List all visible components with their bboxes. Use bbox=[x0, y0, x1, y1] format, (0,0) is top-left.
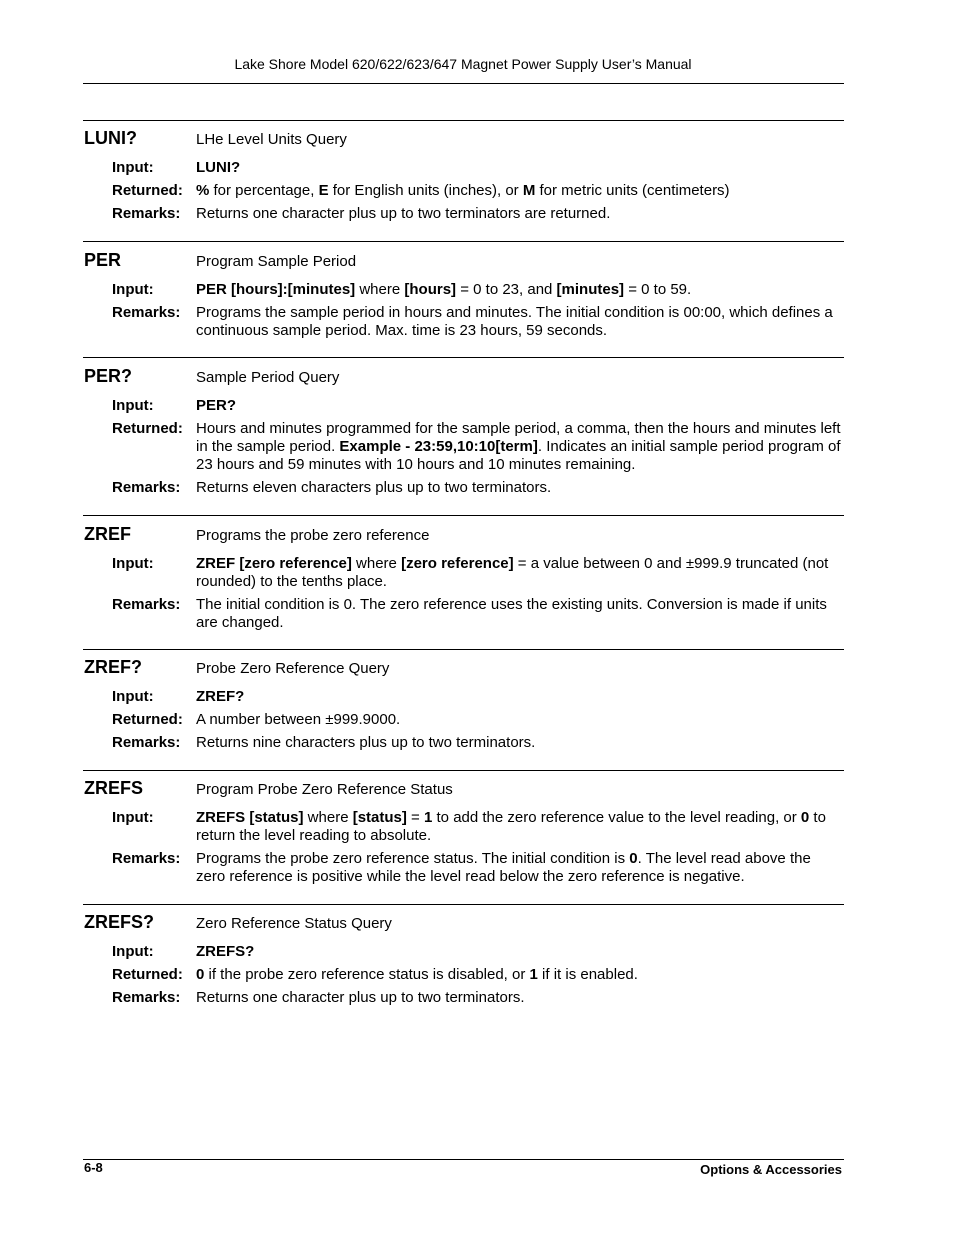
bold-text: ZREF? bbox=[196, 688, 245, 705]
returned-label: Returned: bbox=[112, 966, 183, 983]
command-name: ZREFS bbox=[84, 778, 144, 798]
text-run: Returns one character plus up to two terminators. bbox=[196, 989, 525, 1006]
command-name: PER? bbox=[84, 366, 133, 386]
remarks-value bbox=[196, 989, 844, 1007]
command-title: Program Sample Period bbox=[196, 253, 357, 270]
text-run: Hours and minutes programmed for the sample period, a comma, then the hours and minutes left in the sample period. bbox=[196, 420, 841, 455]
input-label: Input: bbox=[112, 555, 154, 572]
remarks-field bbox=[83, 304, 844, 340]
text-run: . Indicates an initial sample period program of 23 hours and 59 minutes with 10 hours and 10 minutes remaining. bbox=[196, 438, 841, 473]
input-field bbox=[83, 397, 844, 415]
text-run: where bbox=[351, 555, 402, 572]
text-run: The initial condition is 0. The zero reference uses the existing units. Conversion is made if units are changed. bbox=[196, 596, 827, 631]
command-block-zref-query bbox=[83, 657, 844, 752]
input-value bbox=[196, 397, 844, 415]
text-run: Returns nine characters plus up to two terminators. bbox=[196, 734, 536, 751]
bold-text: [zero reference] bbox=[401, 555, 514, 572]
text-run: for English units (inches), or bbox=[328, 182, 523, 199]
input-label: Input: bbox=[112, 281, 154, 298]
section-divider bbox=[83, 770, 844, 771]
remarks-label: Remarks: bbox=[112, 304, 181, 321]
text-run: = a value between 0 and ±999.9 truncated (not rounded) to the tenths place. bbox=[196, 555, 829, 590]
remarks-field bbox=[83, 205, 844, 223]
text-run: to return the level reading to absolute. bbox=[196, 809, 826, 844]
input-field bbox=[83, 281, 844, 299]
text-run: to add the zero reference value to the level reading, or bbox=[432, 809, 801, 826]
header-title: Lake Shore Model 620/622/623/647 Magnet Power Supply User’s Manual bbox=[234, 56, 692, 72]
command-title: Probe Zero Reference Query bbox=[196, 660, 390, 677]
text-run: where bbox=[303, 809, 353, 826]
bold-text: PER? bbox=[196, 397, 237, 414]
input-field bbox=[83, 688, 844, 706]
command-block-zref bbox=[83, 524, 844, 632]
bold-text: 0 bbox=[629, 850, 638, 867]
section-divider bbox=[83, 515, 844, 516]
bold-text: [minutes] bbox=[556, 281, 625, 298]
remarks-field bbox=[83, 850, 844, 886]
input-label: Input: bbox=[112, 809, 154, 826]
returned-value bbox=[196, 182, 844, 200]
returned-label: Returned: bbox=[112, 711, 183, 728]
text-run: A number between ±999.9000. bbox=[196, 711, 401, 728]
remarks-field bbox=[83, 734, 844, 752]
remarks-field bbox=[83, 596, 844, 632]
returned-field bbox=[83, 182, 844, 200]
text-run: Programs the probe zero reference status. The initial condition is bbox=[196, 850, 630, 867]
input-label: Input: bbox=[112, 397, 154, 414]
text-run: if the probe zero reference status is disabled, or bbox=[204, 966, 530, 983]
command-block-per-query bbox=[83, 366, 844, 497]
command-block-zrefs bbox=[83, 778, 844, 886]
remarks-value bbox=[196, 734, 844, 752]
bold-text: E bbox=[318, 182, 329, 199]
command-block-per bbox=[83, 250, 844, 340]
input-value bbox=[196, 555, 844, 591]
input-value bbox=[196, 159, 844, 177]
remarks-label: Remarks: bbox=[112, 479, 181, 496]
text-run: for percentage, bbox=[209, 182, 319, 199]
remarks-field bbox=[83, 479, 844, 497]
returned-label: Returned: bbox=[112, 182, 183, 199]
footer-section-title: Options & Accessories bbox=[700, 1162, 842, 1177]
returned-field bbox=[83, 420, 844, 474]
header-rule bbox=[83, 83, 844, 84]
bold-text: M bbox=[522, 182, 536, 199]
remarks-value bbox=[196, 479, 844, 497]
bold-text: LUNI? bbox=[196, 159, 241, 176]
input-value bbox=[196, 809, 844, 845]
returned-value bbox=[196, 711, 844, 729]
bold-text: 1 bbox=[424, 809, 433, 826]
command-title: Programs the probe zero reference bbox=[196, 527, 430, 544]
command-block-luni-query bbox=[83, 128, 844, 223]
returned-value bbox=[196, 420, 844, 474]
page-number: 6-8 bbox=[84, 1160, 103, 1175]
text-run: = bbox=[406, 809, 424, 826]
section-divider bbox=[83, 120, 844, 121]
text-run: . The level read above the zero reference is positive while the level read below the zero reference is negative. bbox=[196, 850, 811, 885]
bold-text: 0 bbox=[196, 966, 205, 983]
command-title: Zero Reference Status Query bbox=[196, 915, 392, 932]
remarks-label: Remarks: bbox=[112, 596, 181, 613]
text-run: Programs the sample period in hours and minutes. The initial condition is 00:00, which defines a continuous sample period. Max. time is 23 hours, 59 seconds. bbox=[196, 304, 833, 339]
bold-text: PER [hours]:[minutes] bbox=[196, 281, 356, 298]
remarks-value bbox=[196, 596, 844, 632]
remarks-value bbox=[196, 850, 844, 886]
remarks-value bbox=[196, 205, 844, 223]
returned-value bbox=[196, 966, 844, 984]
section-divider bbox=[83, 649, 844, 650]
text-run: if it is enabled. bbox=[537, 966, 638, 983]
bold-text: ZREFS [status] bbox=[196, 809, 304, 826]
command-name: ZREF? bbox=[84, 657, 142, 677]
input-field bbox=[83, 159, 844, 177]
command-name: LUNI? bbox=[84, 128, 137, 148]
input-label: Input: bbox=[112, 159, 154, 176]
input-label: Input: bbox=[112, 688, 154, 705]
command-title: Sample Period Query bbox=[196, 369, 340, 386]
returned-label: Returned: bbox=[112, 420, 183, 437]
section-divider bbox=[83, 357, 844, 358]
remarks-label: Remarks: bbox=[112, 734, 181, 751]
text-run: Returns eleven characters plus up to two terminators. bbox=[196, 479, 552, 496]
remarks-field bbox=[83, 989, 844, 1007]
text-run: = 0 to 59. bbox=[624, 281, 692, 298]
remarks-label: Remarks: bbox=[112, 989, 181, 1006]
bold-text: 1 bbox=[529, 966, 538, 983]
footer-rule bbox=[83, 1159, 844, 1160]
input-value bbox=[196, 943, 844, 961]
input-field bbox=[83, 555, 844, 591]
bold-text: ZREFS? bbox=[196, 943, 255, 960]
bold-text: % bbox=[196, 182, 210, 199]
section-divider bbox=[83, 904, 844, 905]
command-block-zrefs-query bbox=[83, 912, 844, 1007]
command-name: ZREF bbox=[84, 524, 131, 544]
command-name: ZREFS? bbox=[84, 912, 154, 932]
command-name: PER bbox=[84, 250, 122, 270]
input-label: Input: bbox=[112, 943, 154, 960]
text-run: Returns one character plus up to two terminators are returned. bbox=[196, 205, 611, 222]
remarks-value bbox=[196, 304, 844, 340]
command-title: LHe Level Units Query bbox=[196, 131, 347, 148]
input-field bbox=[83, 943, 844, 961]
input-field bbox=[83, 809, 844, 845]
bold-text: [hours] bbox=[404, 281, 457, 298]
text-run: = 0 to 23, and bbox=[456, 281, 557, 298]
section-divider bbox=[83, 241, 844, 242]
returned-field bbox=[83, 966, 844, 984]
input-value bbox=[196, 281, 844, 299]
returned-field bbox=[83, 711, 844, 729]
bold-text: ZREF [zero reference] bbox=[196, 555, 352, 572]
command-title: Program Probe Zero Reference Status bbox=[196, 781, 453, 798]
bold-text: [status] bbox=[352, 809, 407, 826]
remarks-label: Remarks: bbox=[112, 850, 181, 867]
bold-text: Example - 23:59,10:10[term] bbox=[339, 438, 538, 455]
text-run: for metric units (centimeters) bbox=[535, 182, 730, 199]
text-run: where bbox=[355, 281, 405, 298]
bold-text: 0 bbox=[800, 809, 810, 826]
input-value bbox=[196, 688, 844, 706]
remarks-label: Remarks: bbox=[112, 205, 181, 222]
